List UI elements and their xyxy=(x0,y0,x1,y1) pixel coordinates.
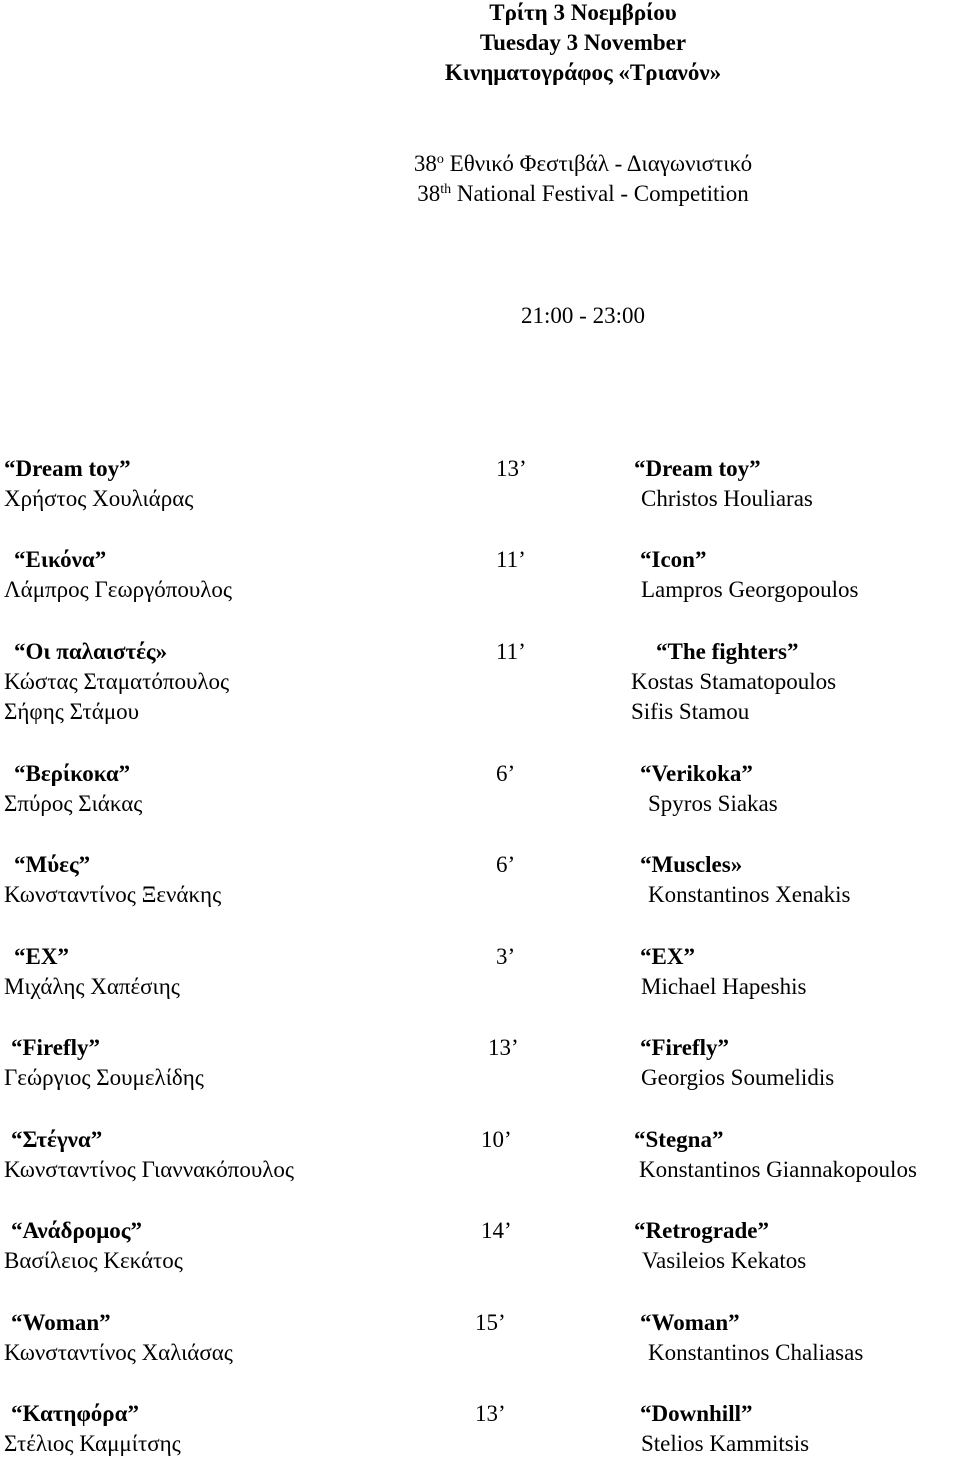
director-english: Spyros Siakas xyxy=(648,791,778,816)
director-greek: Λάμπρος Γεωργόπουλος xyxy=(4,577,233,602)
film-entry xyxy=(0,1216,960,1276)
film-entry xyxy=(0,454,960,514)
header-date-english: Tuesday 3 November xyxy=(479,30,687,55)
film-title-english: “Retrograde” xyxy=(634,1218,769,1243)
film-title-greek: “Στέγνα” xyxy=(11,1127,103,1152)
film-title-greek: “Οι παλαιστές» xyxy=(14,639,168,664)
film-entry xyxy=(0,942,960,1002)
festival-ordinal: th xyxy=(440,182,452,197)
film-title-greek: “Woman” xyxy=(11,1310,111,1335)
film-title-english: “Verikoka” xyxy=(640,761,753,786)
film-title-english: “Downhill” xyxy=(640,1401,753,1426)
director-english: Stelios Kammitsis xyxy=(641,1431,810,1456)
film-title-english: “Stegna” xyxy=(634,1127,724,1152)
festival-number: 38 xyxy=(417,181,441,206)
film-title-greek: “ΕΧ” xyxy=(14,944,69,969)
film-duration: 14’ xyxy=(481,1218,512,1243)
festival-name: Εθνικό Φεστιβάλ - Διαγωνιστικό xyxy=(449,151,753,176)
film-title-greek: “Firefly” xyxy=(11,1035,100,1060)
film-entry xyxy=(0,1033,960,1093)
film-entry xyxy=(0,637,960,724)
director-greek: Βασίλειος Κεκάτος xyxy=(4,1248,183,1273)
director-greek: Σήφης Στάμου xyxy=(4,699,140,724)
film-entry xyxy=(0,1308,960,1368)
festival-ordinal: ο xyxy=(436,152,444,167)
film-title-greek: “Εικόνα” xyxy=(14,547,107,572)
director-greek: Γεώργιος Σουμελίδης xyxy=(4,1065,204,1090)
film-duration: 13’ xyxy=(488,1035,519,1060)
film-title-greek: “Dream toy” xyxy=(4,456,131,481)
film-title-english: “Dream toy” xyxy=(634,456,761,481)
director-english: Lampros Georgopoulos xyxy=(641,577,859,602)
film-title-english: “Icon” xyxy=(640,547,707,572)
director-english: Kostas Stamatopoulos xyxy=(631,669,837,694)
film-duration: 11’ xyxy=(496,639,526,664)
director-greek: Κωνσταντίνος Γιαννακόπουλος xyxy=(4,1157,294,1182)
film-title-english: “Muscles» xyxy=(640,852,743,877)
film-duration: 6’ xyxy=(496,852,516,877)
director-english: Sifis Stamou xyxy=(631,699,750,724)
director-english: Georgios Soumelidis xyxy=(641,1065,835,1090)
film-title-greek: “Βερίκοκα” xyxy=(14,761,131,786)
film-duration: 13’ xyxy=(496,456,527,481)
festival-name: National Festival - Competition xyxy=(456,181,749,206)
film-entry xyxy=(0,1125,960,1185)
header-date-greek: Τρίτη 3 Νοεμβρίου xyxy=(489,0,677,25)
director-english: Vasileios Kekatos xyxy=(642,1248,807,1273)
film-title-greek: “Κατηφόρα” xyxy=(11,1401,139,1426)
director-greek: Χρήστος Χουλιάρας xyxy=(4,486,194,511)
director-greek: Κώστας Σταματόπουλος xyxy=(4,669,230,694)
film-duration: 10’ xyxy=(481,1127,512,1152)
film-title-greek: “Ανάδρομος” xyxy=(11,1218,143,1243)
film-duration: 3’ xyxy=(496,944,516,969)
director-english: Michael Hapeshis xyxy=(641,974,807,999)
film-title-english: “Firefly” xyxy=(640,1035,729,1060)
film-duration: 15’ xyxy=(475,1310,506,1335)
festival-title-english xyxy=(0,179,960,209)
film-entry xyxy=(0,1399,960,1459)
screening-time: 21:00 - 23:00 xyxy=(521,303,645,328)
director-greek: Κωνσταντίνος Χαλιάσας xyxy=(4,1340,233,1365)
film-entry xyxy=(0,759,960,819)
director-greek: Κωνσταντίνος Ξενάκης xyxy=(4,882,222,907)
festival-title-greek xyxy=(0,149,960,179)
film-duration: 6’ xyxy=(496,761,516,786)
film-title-english: “Woman” xyxy=(640,1310,740,1335)
film-title-greek: “Μύες” xyxy=(14,852,91,877)
film-entry xyxy=(0,850,960,910)
film-title-english: “The fighters” xyxy=(656,639,799,664)
film-duration: 11’ xyxy=(496,547,526,572)
director-english: Konstantinos Giannakopoulos xyxy=(639,1157,917,1182)
director-english: Christos Houliaras xyxy=(641,486,813,511)
film-entry xyxy=(0,545,960,605)
director-greek: Στέλιος Καμμίτσης xyxy=(4,1431,181,1456)
festival-number: 38 xyxy=(413,151,437,176)
director-english: Konstantinos Xenakis xyxy=(648,882,851,907)
film-title-english: “EX” xyxy=(640,944,695,969)
director-greek: Μιχάλης Χαπέσιης xyxy=(4,974,180,999)
header-venue: Κινηματογράφος «Τριανόν» xyxy=(444,60,722,85)
director-greek: Σπύρος Σιάκας xyxy=(4,791,143,816)
film-duration: 13’ xyxy=(475,1401,506,1426)
director-english: Konstantinos Chaliasas xyxy=(648,1340,864,1365)
